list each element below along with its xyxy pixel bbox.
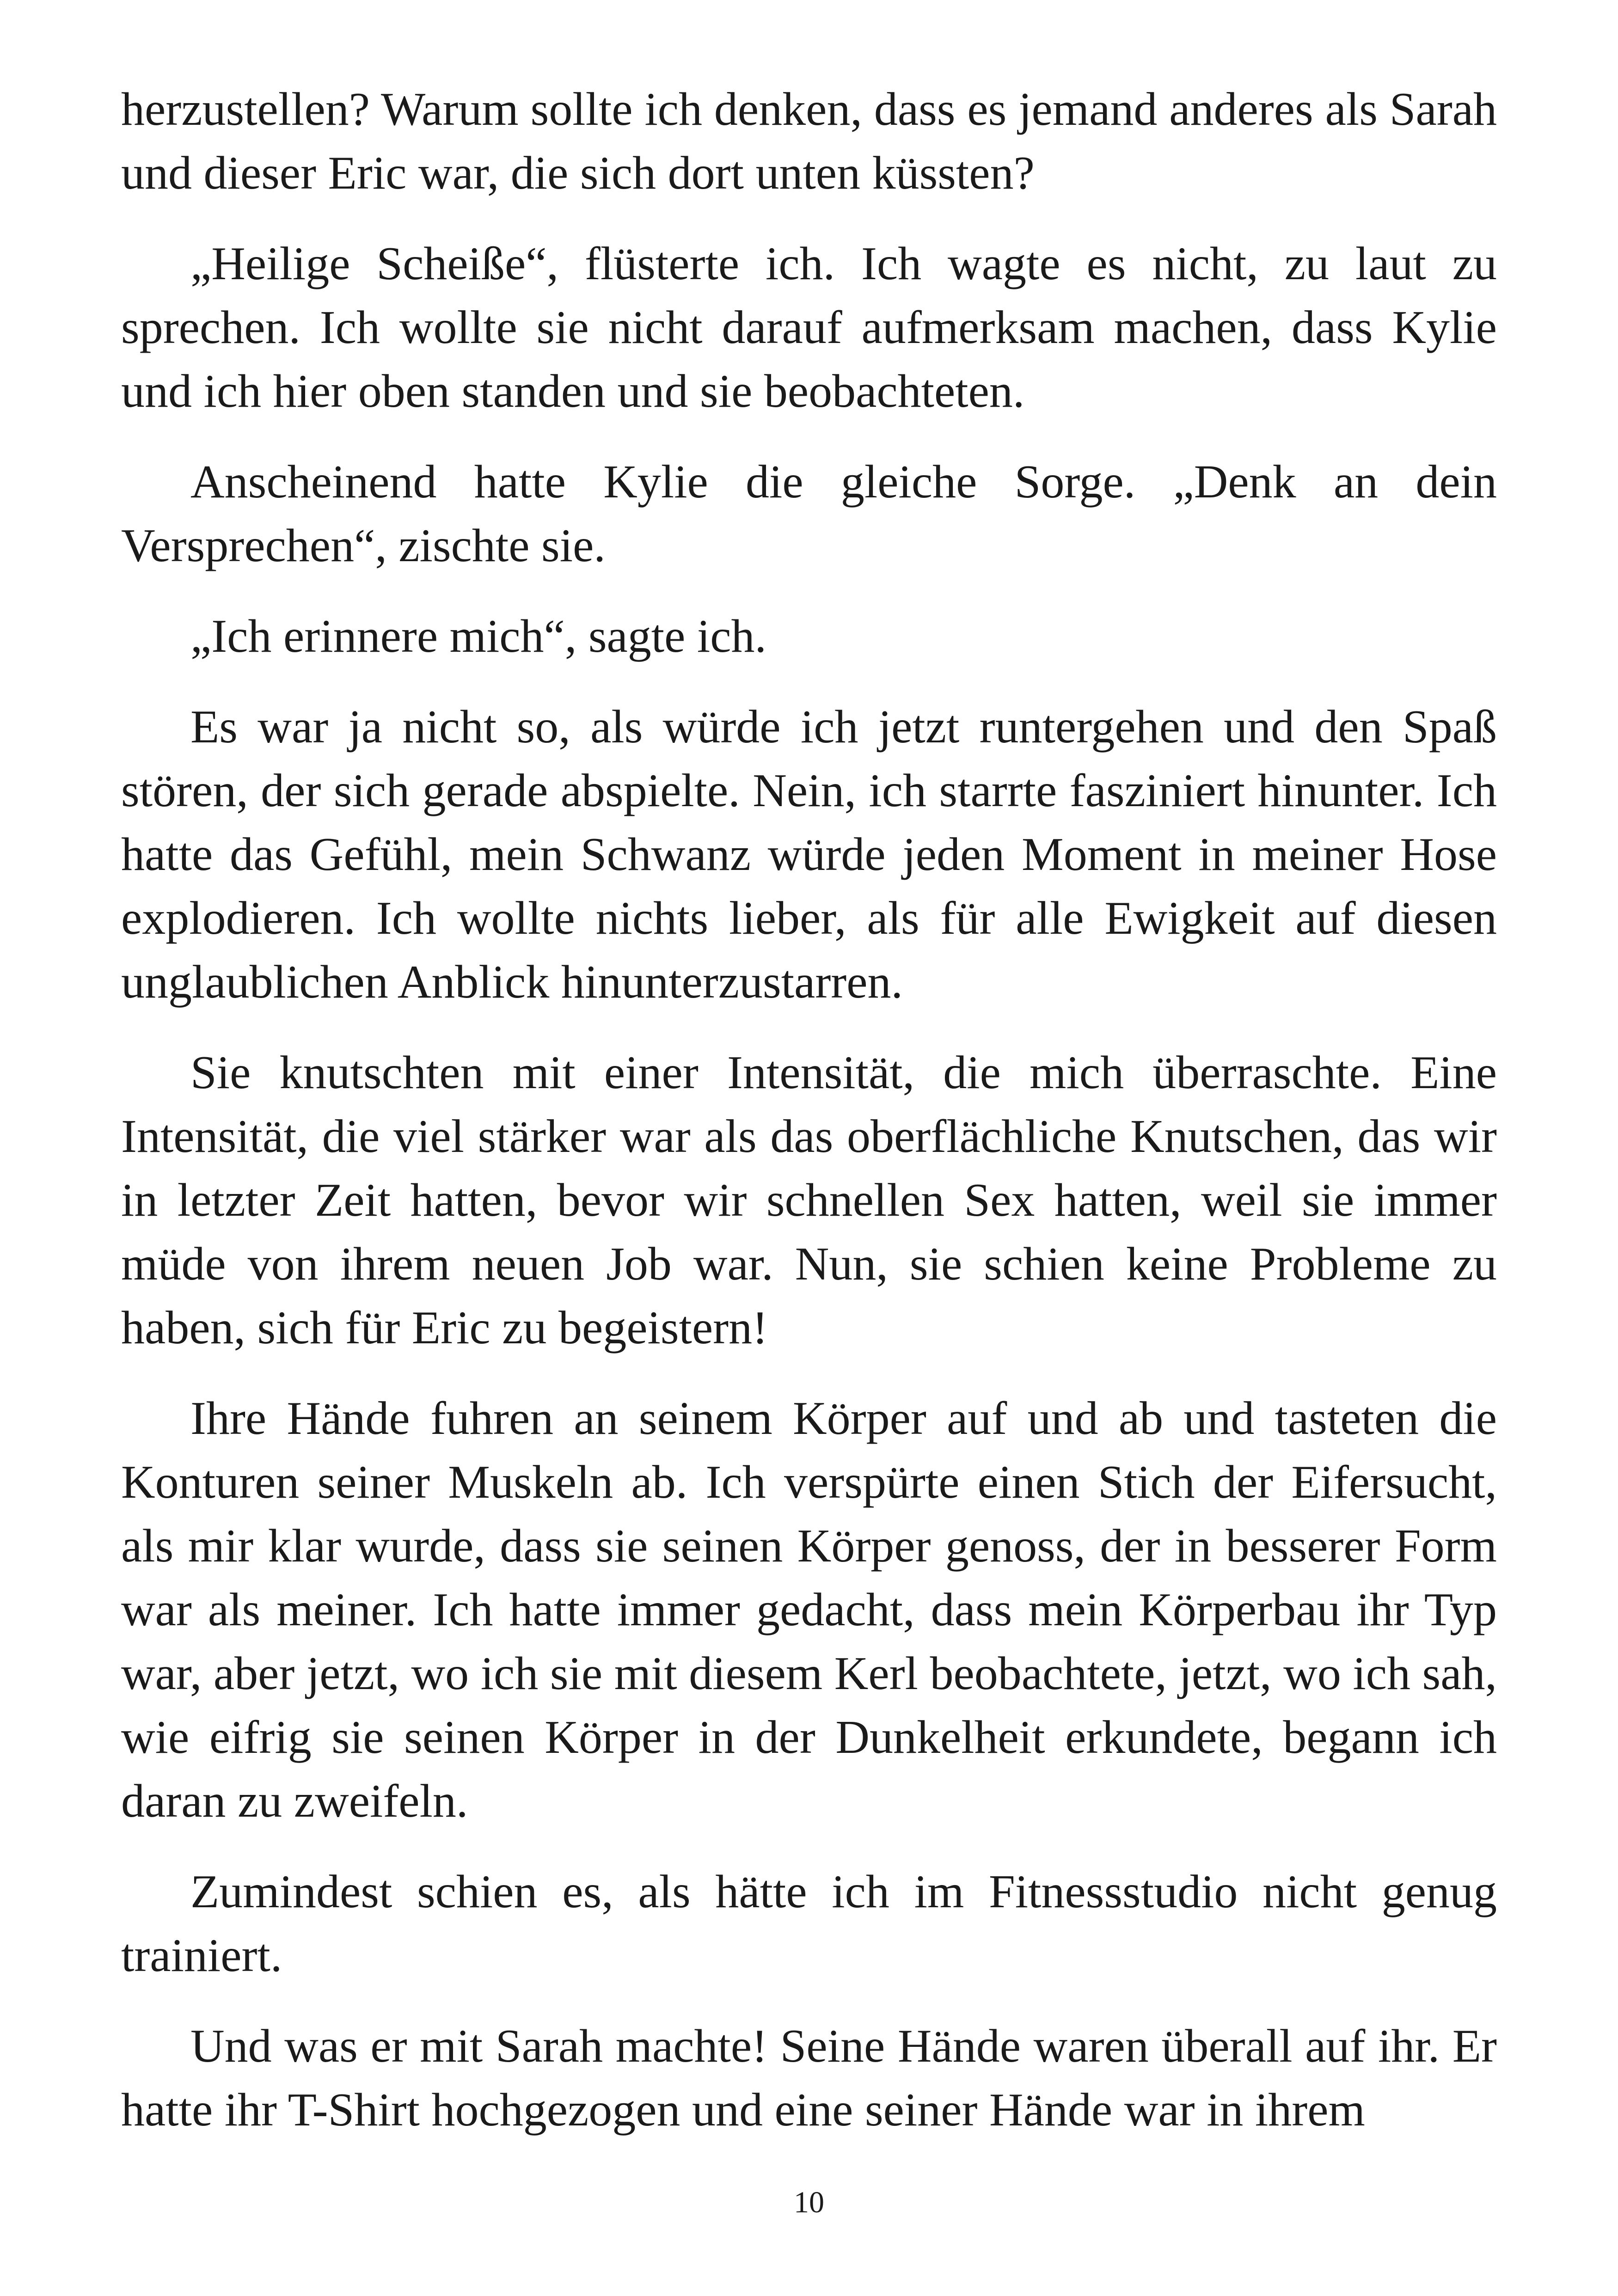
paragraph-continuation: herzustellen? Warum sollte ich denken, dass es jemand anderes als Sarah und dieser Eric war, die sich dort unten küssten? bbox=[121, 83, 1497, 199]
paragraph-intensitaet: Sie knutschten mit einer Intensität, die mich überraschte. Eine Intensität, die viel stärker war als das oberflächliche Knutschen, das wir in letzter Zeit hatten, bevor wir schnellen Sex hatten, weil sie immer müde von ihrem neuen Job war. Nun, sie schien keine Probleme zu haben, sich für Eric zu begeistern! bbox=[121, 1047, 1497, 1354]
page-body bbox=[121, 78, 1497, 2169]
paragraph-ich-erinnere-mich: „Ich erinnere mich“, sagte ich. bbox=[190, 610, 767, 662]
paragraph-haende-koerper: Ihre Hände fuhren an seinem Körper auf und ab und tasteten die Konturen seiner Muskeln ab. Ich verspürte einen Stich der Eifersucht, als mir klar wurde, dass sie seinen Körper genoss, der in besserer Form war als meiner. Ich hatte immer gedacht, dass mein Körperbau ihr Typ war, aber jetzt, wo ich sie mit diesem Kerl beobachtete, jetzt, wo ich sah, wie eifrig sie seinen Körper in der Dunkelheit erkundete, begann ich daran zu zweifeln. bbox=[121, 1392, 1497, 1827]
paragraph-kylie-sorge: Anscheinend hatte Kylie die gleiche Sorge. „Denk an dein Versprechen“, zischte sie. bbox=[121, 456, 1497, 572]
page-number: 10 bbox=[794, 2186, 824, 2219]
paragraph-spass-stoeren: Es war ja nicht so, als würde ich jetzt runtergehen und den Spaß stören, der sich gerade abspielte. Nein, ich starrte fasziniert hinunter. Ich hatte das Gefühl, mein Schwanz würde jeden Moment in meiner Hose explodieren. Ich wollte nichts lieber, als für alle Ewigkeit auf diesen unglaublichen Anblick hinunterzustarren. bbox=[121, 701, 1497, 1008]
paragraph-was-er-machte: Und was er mit Sarah machte! Seine Hände waren überall auf ihr. Er hatte ihr T-Shirt hochgezogen und eine seiner Hände war in ihrem bbox=[121, 2020, 1497, 2136]
paragraph-heilige-scheisse: „Heilige Scheiße“, flüsterte ich. Ich wagte es nicht, zu laut zu sprechen. Ich wollte sie nicht darauf aufmerksam machen, dass Kylie und ich hier oben standen und sie beobachteten. bbox=[121, 238, 1497, 417]
paragraph-fitnessstudio: Zumindest schien es, als hätte ich im Fitnessstudio nicht genug trainiert. bbox=[121, 1866, 1497, 1982]
